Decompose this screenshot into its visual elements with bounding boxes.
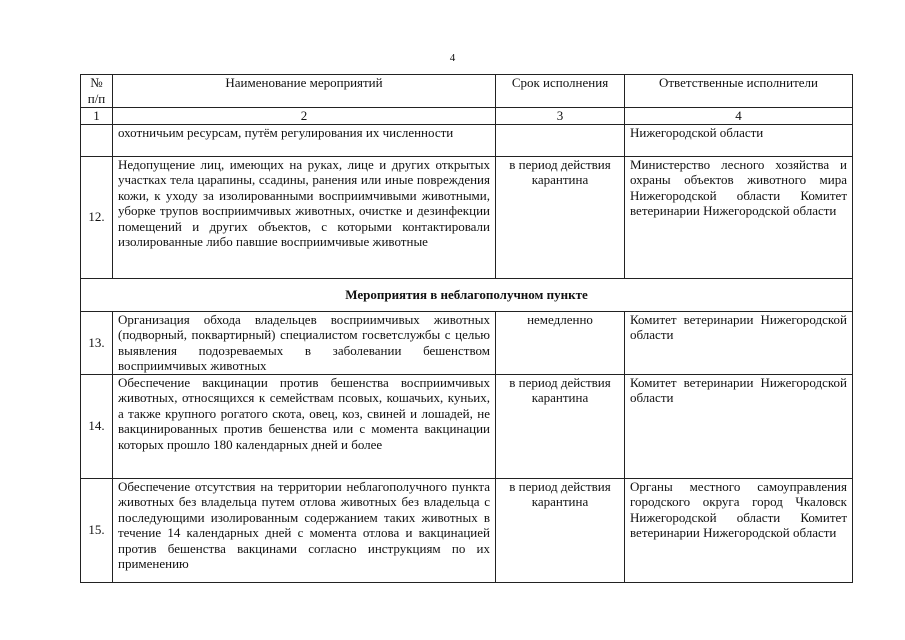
row-term: в период действия карантина xyxy=(496,478,625,582)
header-num: № п/п xyxy=(81,75,113,108)
row-num xyxy=(81,124,113,156)
index-cell: 3 xyxy=(496,108,625,125)
row-term: немедленно xyxy=(496,311,625,374)
row-name: Обеспечение отсутствия на территории неблагополучного пункта животных без владельца путем отлова животных без владельца с последующими изолированным содержанием таких животных в течение 14 календарных дней с момента отлова и вакцинацией против бешенства вакцинами согласно инструкциям по их применению xyxy=(113,478,496,582)
header-resp: Ответственные исполнители xyxy=(625,75,853,108)
row-term xyxy=(496,124,625,156)
header-term: Срок исполнения xyxy=(496,75,625,108)
row-resp: Нижегородской области xyxy=(625,124,853,156)
table-row xyxy=(81,311,853,374)
row-name: Обеспечение вакцинации против бешенства восприимчивых животных, относящихся к семействам псовых, кошачьих, куньих, а также крупного рогатого скота, овец, коз, свиней и лошадей, не вакцинированных против бешенства или с момента вакцинации которых прошло 180 календарных дней и более xyxy=(113,374,496,478)
row-name: охотничьим ресурсам, путём регулирования их численности xyxy=(113,124,496,156)
index-cell: 4 xyxy=(625,108,853,125)
row-resp: Комитет ветеринарии Нижегородской области xyxy=(625,374,853,478)
section-row xyxy=(81,278,853,311)
section-title: Мероприятия в неблагополучном пункте xyxy=(81,278,853,311)
row-num: 13. xyxy=(81,311,113,374)
header-name: Наименование мероприятий xyxy=(113,75,496,108)
table-row xyxy=(81,374,853,478)
row-num: 15. xyxy=(81,478,113,582)
row-name: Организация обхода владельцев восприимчивых животных (подворный, поквартирный) специалистом госветслужбы с целью выявления подозреваемых в заболевании бешенством восприимчивых животных xyxy=(113,311,496,374)
table-row xyxy=(81,156,853,278)
index-cell: 2 xyxy=(113,108,496,125)
row-name: Недопущение лиц, имеющих на руках, лице и других открытых участках тела царапины, ссадины, ранения или иные повреждения кожи, к уходу за изолированными восприимчивыми животными, уборке трупов восприимчивых животных, очистке и дезинфекции помещений и других объектов, с которыми контактировали изолированные либо павшие восприимчивые животные xyxy=(113,156,496,278)
table-row xyxy=(81,124,853,156)
row-num: 14. xyxy=(81,374,113,478)
column-index-row xyxy=(81,108,853,125)
row-term: в период действия карантина xyxy=(496,374,625,478)
measures-table xyxy=(80,74,853,583)
row-num: 12. xyxy=(81,156,113,278)
index-cell: 1 xyxy=(81,108,113,125)
table-header-row xyxy=(81,75,853,108)
row-resp: Органы местного самоуправления городского округа город Чкаловск Нижегородской области Комитет ветеринарии Нижегородской области xyxy=(625,478,853,582)
page-number: 4 xyxy=(449,52,456,64)
table-row xyxy=(81,478,853,582)
row-resp: Комитет ветеринарии Нижегородской области xyxy=(625,311,853,374)
row-resp: Министерство лесного хозяйства и охраны объектов животного мира Нижегородской области Комитет ветеринарии Нижегородской области xyxy=(625,156,853,278)
row-term: в период действия карантина xyxy=(496,156,625,278)
